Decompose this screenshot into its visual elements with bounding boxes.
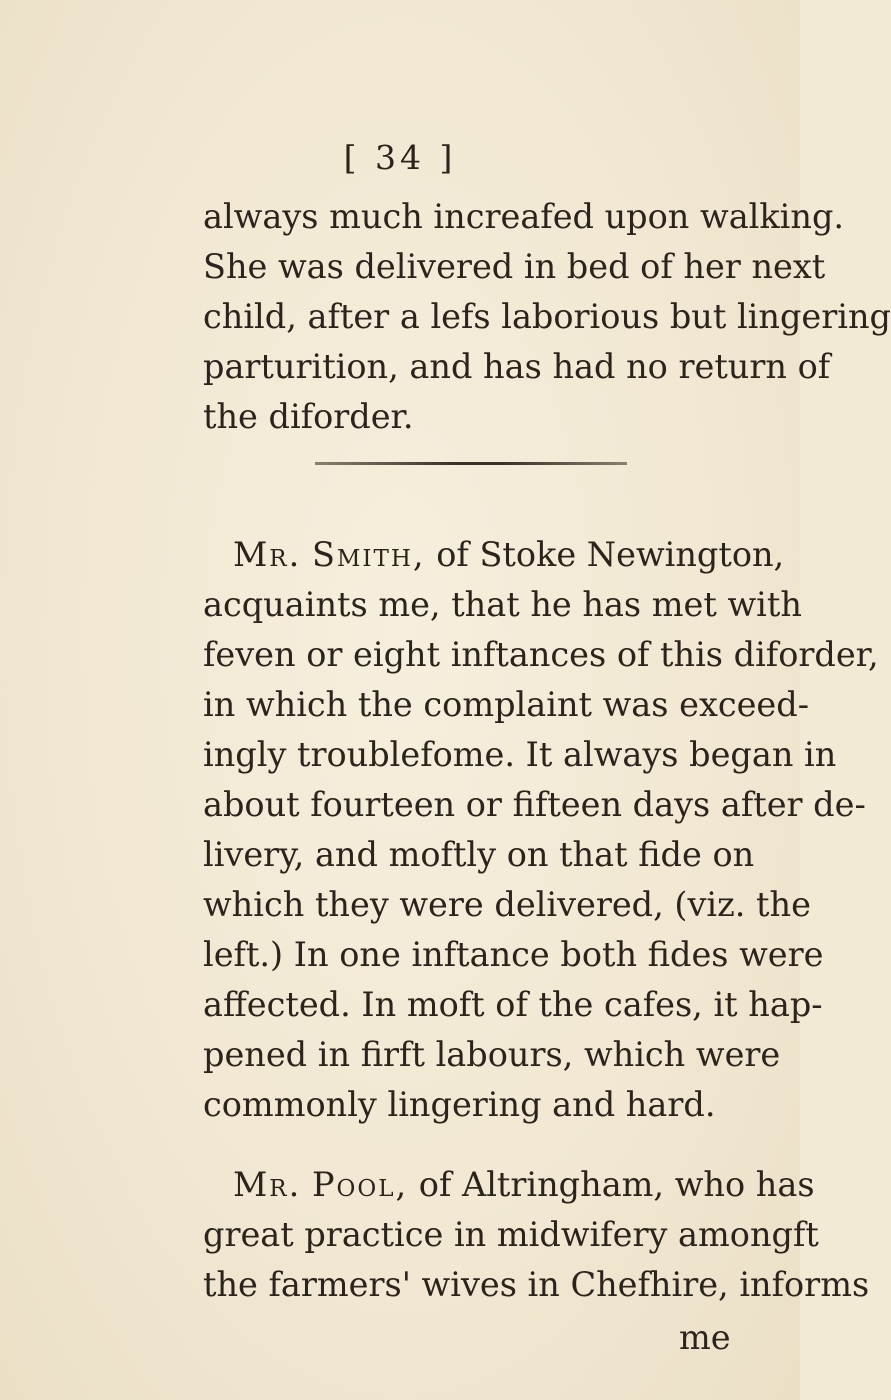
text-fragment: of Stoke Newington, [436, 535, 785, 574]
text-line: which they were delivered, (viz. the [203, 885, 811, 924]
text-line: ingly troublefome. It always began in [203, 735, 837, 774]
text-line: about fourteen or fifteen days after de- [203, 785, 866, 824]
section-divider [315, 462, 627, 465]
text-line: She was delivered in bed of her next [203, 247, 826, 286]
catchword: me [679, 1318, 731, 1357]
text-line: left.) In one inftance both fides were [203, 935, 824, 974]
title-mr: Mr. [233, 1165, 302, 1204]
text-line: affected. In moft of the cafes, it hap- [203, 985, 823, 1024]
person-name: Smith, [311, 535, 426, 574]
text-line: parturition, and has had no return of [203, 347, 831, 386]
text-line: in which the complaint was exceed- [203, 685, 810, 724]
text-line: the farmers' wives in Chefhire, informs [203, 1265, 870, 1304]
text-line: always much increafed upon walking. [203, 197, 845, 236]
text-line: great practice in midwifery amongft [203, 1215, 819, 1254]
text-line: livery, and moftly on that fide on [203, 835, 755, 874]
paragraph-opening-line [233, 1165, 815, 1204]
paragraph-opening-line [233, 535, 785, 574]
text-line: the diforder. [203, 397, 414, 436]
text-line: commonly lingering and hard. [203, 1085, 716, 1124]
text-fragment: of Altringham, who has [418, 1165, 815, 1204]
text-line: pened in firft labours, which were [203, 1035, 781, 1074]
page-number: [ 34 ] [343, 138, 457, 177]
title-mr: Mr. [233, 535, 302, 574]
person-name: Pool, [311, 1165, 409, 1204]
text-line: feven or eight inftances of this diforder, [203, 635, 879, 674]
text-line: child, after a lefs laborious but lingering [203, 297, 891, 336]
text-line: acquaints me, that he has met with [203, 585, 802, 624]
